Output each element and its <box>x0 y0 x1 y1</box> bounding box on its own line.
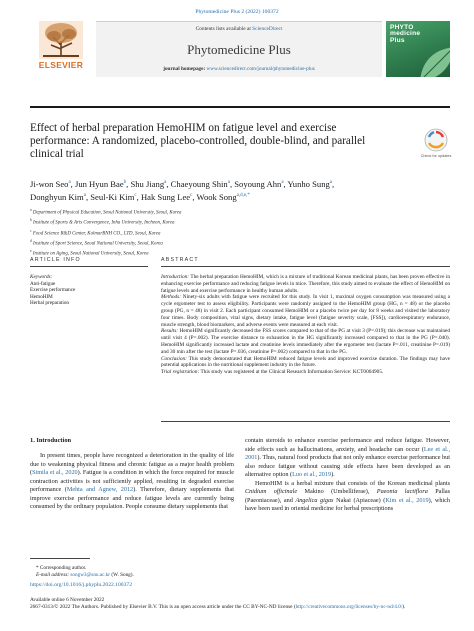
abstract-heading: ABSTRACT <box>161 257 199 263</box>
author: Yunho Sung$^a$, <box>287 179 335 189</box>
author: Ji-won Seo$^a$, <box>30 179 75 189</box>
email-link[interactable]: songw3@snu.ac.kr <box>69 571 111 578</box>
affiliation: $^b$ Institute of Sports & Arts Convergence, Inha University, Incheon, Korea <box>30 218 175 226</box>
leaf-icon <box>416 45 450 77</box>
article-info-rule <box>30 266 148 267</box>
body-column-left <box>30 452 234 512</box>
paragraph: contain steroids to enhance exercise performance and reduce fatigue. However, side effects such as hallucinations, anxiety, and headache can occur (Lee et al., 2001). Thus, natural food products that not only enhance exercise performance but also reduce fatigue without causing side effects have been developed as an alternative option (Luo et al., 2019). <box>245 437 450 478</box>
abstract-text <box>161 274 450 376</box>
author: Soyoung Ahn$^a$, <box>234 179 288 189</box>
keywords-block <box>30 274 140 307</box>
check-for-updates-icon[interactable] <box>424 128 448 152</box>
email-line: E-mail address: songw3@snu.ac.kr (W. Song). <box>36 571 134 578</box>
keyword: Exercise performance <box>30 287 76 294</box>
abstract-results: Results: HemoHIM significantly decreased the FSS scores compared to that of the PG at visit 3 (P=.019); this decrease was maintained until visit 4 (P=.002). The exercise distance to exhaustion in the HG significantly increased compared to that in the PG (P=.040). HemoHIM significantly increased lactate and creatinine levels immediately after the ergometer test (lactate P=.011, creatinine P=.019) and 30 min after the test (lactate P=.036, creatinine P=.002) compared to that in the PG. <box>161 328 450 355</box>
elsevier-wordmark: ELSEVIER <box>38 60 84 70</box>
homepage-line <box>96 66 382 72</box>
citation-link[interactable]: Luo et al., 2019 <box>292 471 332 478</box>
paragraph: In present times, people have recognized a deterioration in the quality of life due to weakening physical fitness and chronic fatigue as a major health problem (Simila et al., 2020). Fatigue is a condition in which the force required for muscle contraction activities is not sufficiently applied, resulting in degraded exercise performance (Mehta and Agnew, 2012). Therefore, dietary supplements that improve exercise performance and reduce fatigue levels are currently being consumed by the ordinary population. People consume dietary supplements that <box>30 452 234 510</box>
homepage-label: journal homepage: <box>163 66 207 72</box>
cover-title-line1: PHYTO <box>390 24 414 31</box>
author: Chaeyoung Shin$^a$, <box>170 179 235 189</box>
keyword: HemoHIM <box>30 293 53 300</box>
author: Wook Song$^{a,d,e,*}$ <box>196 192 250 202</box>
elsevier-logo[interactable] <box>30 21 92 77</box>
publication-info <box>30 597 450 610</box>
journal-cover[interactable] <box>386 21 450 77</box>
header-divider <box>30 106 450 108</box>
author: Donghyun Kim$^a$, <box>30 192 91 202</box>
abstract-introduction: Introduction: The herbal preparation HemoHIM, which is a mixture of traditional Korean medicinal plants, has been proven effective in enhancing exercise performance and reducing fatigue levels in mice. Therefore, this study aimed to evaluate the effect of HemoHIM on fatigue levels and exercise performance in healthy human adults. <box>161 274 450 294</box>
keywords-label: Keywords: <box>30 274 53 280</box>
footnote-rule <box>30 558 90 559</box>
paragraph: HemoHIM is a herbal mixture that consists of the Korean medicinal plants Cnidium officinale Makino (Umbelliferae), Paeonia lactiflora Pallas (Paeoniaceae), and Angelica gigas Nakai (Apiaceae) (Kim et al., 2019), which have been used in oriental medicine for herbal prescriptions <box>245 479 451 512</box>
available-online: Available online 6 November 2022 <box>30 597 105 603</box>
title-line-2: performance: A randomized, placebo-controlled, double-blind, and parallel <box>30 135 366 147</box>
article-title <box>30 122 410 161</box>
contents-line <box>96 26 382 32</box>
abstract-trial-registration: Trial registration: This study was registered at the Clinical Research Information Service: KCT0004905. <box>161 369 384 376</box>
affiliations <box>30 207 430 259</box>
body-column-right <box>245 437 450 514</box>
abstract-rule <box>161 266 450 267</box>
affiliation: $^e$ Institute on Aging, Seoul National University, Seoul, Korea <box>30 249 149 257</box>
cover-title-line2: medicine <box>390 30 421 38</box>
elsevier-tree-icon <box>39 21 83 59</box>
journal-title[interactable]: Phytomedicine Plus <box>187 42 291 57</box>
check-for-updates-label: Check for updates <box>420 154 452 158</box>
doi-link[interactable]: https://doi.org/10.1016/j.phyplu.2022.100372 <box>30 582 132 588</box>
abstract-bottom-rule <box>161 421 450 422</box>
keyword: Herbal preparation <box>30 300 70 307</box>
affiliation: $^d$ Institute of Sport Science, Seoul National University, Seoul, Korea <box>30 238 163 247</box>
cover-title <box>390 25 446 44</box>
homepage-link[interactable]: www.sciencedirect.com/journal/phytomedicine-plus <box>206 66 315 72</box>
abstract-conclusion: Conclusion: This study demonstrated that HemoHIM reduced fatigue levels and improved exercise duration. The findings may have potential applications in the nutritional supplement industry in the future. <box>161 355 450 369</box>
section-heading-introduction: 1. Introduction <box>30 437 72 444</box>
citation-link[interactable]: Simila et al., 2020 <box>32 469 78 476</box>
author: Shu Jiang$^a$, <box>130 179 171 189</box>
sciencedirect-link[interactable]: ScienceDirect <box>252 26 283 32</box>
abstract-methods: Methods: Ninety-six adults with fatigue were recruited for this study. In visit 1, maximal oxygen consumption was measured using a cycle ergometer test to assess eligibility. Participants were randomly assigned to the HemoHIM group (HG, n = 48) or the placebo group (PG, n = 48) in visit 2. Each participant consumed HemoHIM or a placebo twice per day for 8 weeks and visited the laboratory four times. Body composition, vital signs, dietary intake, fatigue level (fatigue severity scale, [FSS]), cardiorespiratory endurance, muscle strength, blood biomarkers, and adverse events were measured at each visit. <box>161 294 450 328</box>
license-link[interactable]: http://creativecommons.org/licenses/by-nc-nd/4.0/ <box>295 603 403 610</box>
title-line-1: Effect of herbal preparation HemoHIM on fatigue level and exercise <box>30 122 337 134</box>
article-info-heading: ARTICLE INFO <box>30 257 81 263</box>
affiliation: $^a$ Department of Physical Education, Seoul National University, Seoul, Korea <box>30 208 182 216</box>
author: Seul-Ki Kim$^c$, <box>90 192 141 202</box>
author: Hak Sung Lee$^c$, <box>140 192 197 202</box>
author: Jun Hyun Bae$^b$, <box>74 179 131 189</box>
affiliation: $^c$ Food Science R&D Center, KolmarBNH CO., LTD, Seoul, Korea <box>30 228 161 237</box>
citation-link[interactable]: Lee et al., 2001 <box>245 445 450 461</box>
footnote <box>36 565 236 578</box>
cover-title-line3: Plus <box>390 36 405 44</box>
contents-prefix: Contents lists available at <box>195 26 253 32</box>
author-list <box>30 178 440 204</box>
running-head[interactable]: Phytomedicine Plus 2 (2022) 100372 <box>195 9 279 15</box>
license-statement: 2667-0313/© 2022 The Authors. Published by Elsevier B.V. This is an open access article under the CC BY-NC-ND license (http://creativecommons.org/licenses/by-nc-nd/4.0/). <box>30 603 406 610</box>
corresponding-author-note: * Corresponding author. <box>36 565 87 571</box>
keyword: Anti-fatigue <box>30 280 56 287</box>
citation-link[interactable]: Kim et al., 2019 <box>385 496 429 504</box>
journal-masthead <box>30 21 450 77</box>
title-line-3: clinical trial <box>30 148 84 160</box>
citation-link[interactable]: Mehta and Agnew, 2012 <box>66 486 134 493</box>
journal-banner <box>96 21 382 77</box>
